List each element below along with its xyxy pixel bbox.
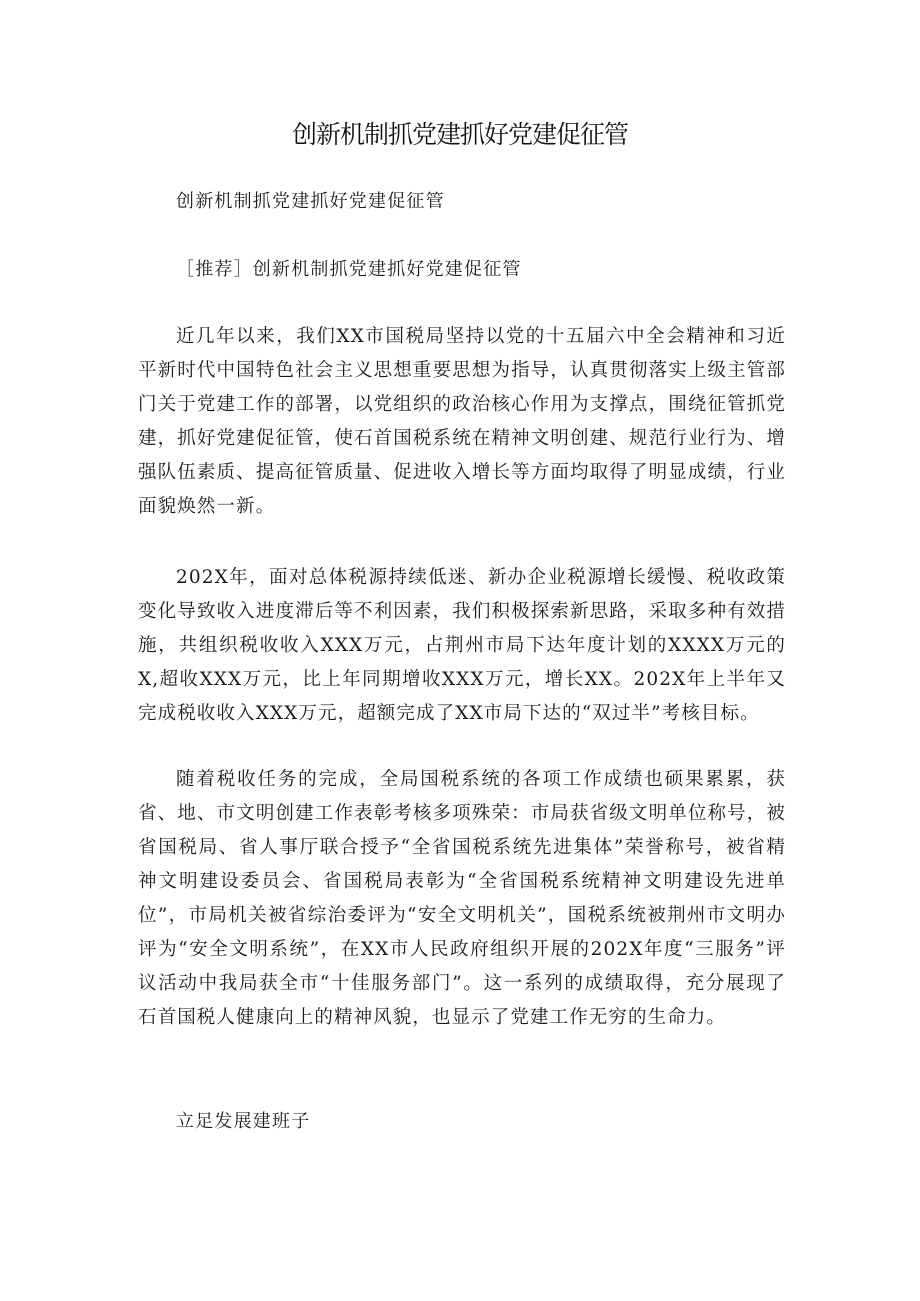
paragraph-honors: 随着税收任务的完成，全局国税系统的各项工作成绩也硕果累累，获省、地、市文明创建工作表彰考核多项殊荣：市局获省级文明单位称号，被省国税局、省人事厅联合授予“全省国税系统先进集体”荣誉称号，被省精神文明建设委员会、省国税局表彰为“全省国税系统精神文明建设先进单位”，市局机关被省综治委评为“安全文明机关”，国税系统被荆州市文明办评为“安全文明系统”，在XX市人民政府组织开展的202X年度“三服务”评议活动中我局获全市“十佳服务部门”。这一系列的成绩取得，充分展现了石首国税人健康向上的精神风貌，也显示了党建工作无穷的生命力。 <box>138 769 786 1028</box>
paragraph-intro: 近几年以来，我们XX市国税局坚持以党的十五届六中全会精神和习近平新时代中国特色社会主义思想重要思想为指导，认真贯彻落实上级主管部门关于党建工作的部署，以党组织的政治核心作用为支撑点，围绕征管抓党建，抓好党建促征管，使石首国税系统在精神文明创建、规范行业行为、增强队伍素质、提高征管质量、促进收入增长等方面均取得了明显成绩，行业面貌焕然一新。 <box>138 326 786 517</box>
document-title: 创新机制抓党建抓好党建促征管 <box>291 120 628 149</box>
recommend-line: ［推荐］创新机制抓党建抓好党建促征管 <box>176 259 522 280</box>
section-heading: 立足发展建班子 <box>176 1111 311 1132</box>
document-subtitle: 创新机制抓党建抓好党建促征管 <box>176 191 445 212</box>
paragraph-revenue: 202X年，面对总体税源持续低迷、新办企业税源增长缓慢、税收政策变化导致收入进度滞后等不利因素，我们积极探索新思路，采取多种有效措施，共组织税收收入XXX万元，占荆州市局下达年度计划的XXXX万元的X,超收XXX万元，比上年同期增收XXX万元，增长XX。202X年上半年又完成税收收入XXX万元，超额完成了XX市局下达的“双过半”考核目标。 <box>138 567 786 724</box>
